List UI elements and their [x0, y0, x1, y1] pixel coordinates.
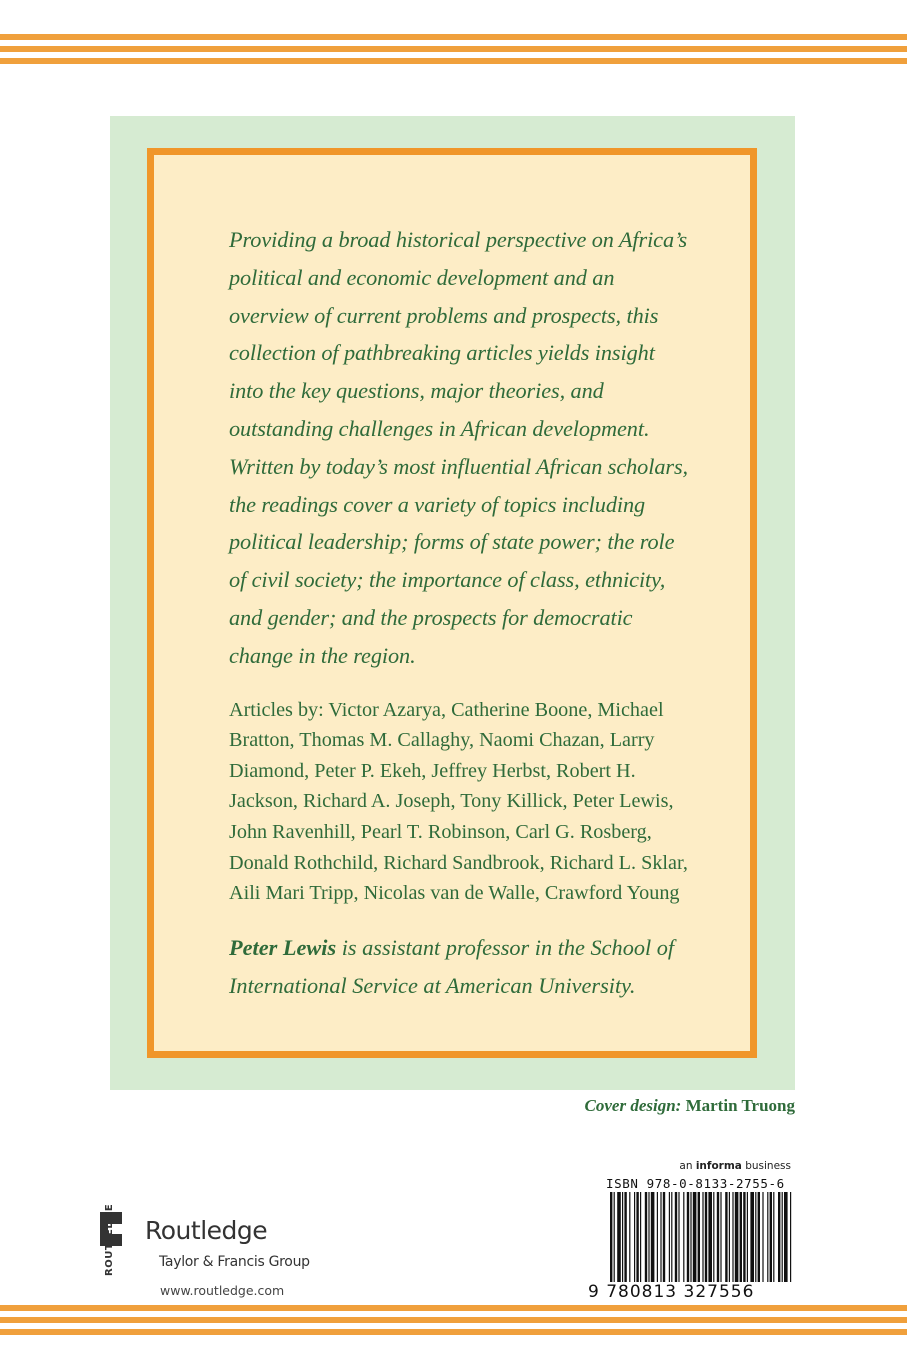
description-frame: [147, 148, 757, 1058]
cover-design-label: Cover design:: [584, 1096, 682, 1115]
book-blurb: Providing a broad historical perspective on Africa’s political and economic development and an overview of current problems and prospects, this collection of pathbreaking articles yields insight into the key questions, major theories, and outstanding challenges in African development. Written by today’s most influential African scholars, the readings cover a variety of topics including political leadership; forms of state power; the role of civil society; the importance of class, ethnicity, and gender; and the prospects for democratic change in the region.: [229, 227, 689, 668]
publisher-url[interactable]: www.routledge.com: [160, 1283, 285, 1298]
top-stripe-2: [0, 46, 907, 52]
barcode-digits: 9 780813 327556: [588, 1282, 755, 1302]
description-text: [229, 221, 689, 1004]
informa-brand: informa: [695, 1160, 742, 1172]
author-name: Peter Lewis: [229, 934, 337, 960]
cover-designer-name: Martin Truong: [685, 1096, 795, 1115]
publisher-group: Taylor & Francis Group: [159, 1254, 310, 1270]
top-stripe-1: [0, 34, 907, 40]
author-description: is assistant professor in the School of International Service at American University.: [229, 934, 675, 998]
articles-list: Articles by: Victor Azarya, Catherine Boone, Michael Bratton, Thomas M. Callaghy, Naomi Chazan, Larry Diamond, Peter P. Ekeh, Jeffrey Herbst, Robert H. Jackson, Richard A. Joseph, Tony Killick, Peter Lewis, John Ravenhill, Pearl T. Robinson, Carl G. Rosberg, Donald Rothchild, Richard Sandbrook, Richard L. Sklar, Aili Mari Tripp, Nicolas van de Walle, Crawford Young: [229, 698, 688, 905]
routledge-vertical-text: ROUTLEDGE: [104, 1203, 115, 1276]
author-bio: [229, 929, 689, 1005]
cover-design-credit: [585, 1096, 795, 1116]
bottom-stripe-2: [0, 1317, 907, 1323]
isbn-label: ISBN 978-0-8133-2755-6: [606, 1176, 785, 1191]
publisher-name: Routledge: [145, 1216, 268, 1245]
bottom-stripe-1: [0, 1305, 907, 1311]
informa-business-tag: an informa business: [679, 1160, 791, 1172]
routledge-logo: [100, 1203, 330, 1282]
bottom-stripe-3: [0, 1329, 907, 1335]
top-stripe-3: [0, 58, 907, 64]
